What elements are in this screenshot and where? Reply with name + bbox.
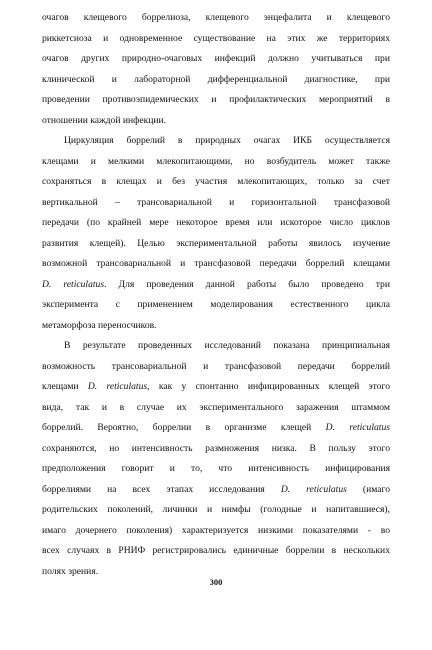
text-line: полях зрения. <box>42 565 99 577</box>
text-line: эксперимента с применением моделирования естественного цикла <box>42 299 390 310</box>
page-number: 300 <box>209 577 223 587</box>
text-line: клещами и мелкими млекопитающими, но возбудитель может также <box>42 155 390 167</box>
text-line: очагов клещевого боррелиоза, клещевого энцефалита и клещевого <box>42 12 390 23</box>
species-name: D. reticulatus <box>87 381 148 392</box>
text-line: всех случаях в РНИФ регистрировались единичные боррелии в нескольких <box>42 545 390 556</box>
paragraph-1 <box>42 8 390 131</box>
text-line: клинической и лабораторной дифференциальной диагностике, при <box>42 73 390 85</box>
text-line: имаго дочернего поколения) характеризуется низкими показателями - во <box>42 524 390 536</box>
text-line: сохраняться в клещах и без участия млекопитающих, только за счет <box>42 176 390 187</box>
text-line: возможность трансовариальной и трансфазовой передачи боррелий <box>42 360 390 372</box>
text-line: боррелий. Вероятно, боррелии в организме клещей D. reticulatus <box>42 422 390 433</box>
text-line: В результате проведенных исследований показана принципиальная <box>64 340 390 351</box>
text-line: развития клещей). Целью экспериментальной работы явилось изучение <box>42 237 390 249</box>
text-line: D. reticulatus. Для проведения данной работы было проведено три <box>42 278 390 290</box>
text-line: Циркуляция боррелий в природных очагах ИКБ осуществляется <box>64 135 390 146</box>
text-line: метаморфоза переносчиков. <box>42 319 157 331</box>
body-text <box>42 8 390 582</box>
text-line: отношении каждой инфекции. <box>42 114 167 126</box>
text-line: возможной трансовариальной и трансфазовой передачи боррелий клещами <box>42 258 390 269</box>
paragraph-2 <box>42 131 390 336</box>
species-name: D. reticulatus <box>280 483 347 495</box>
text-line: предположения говорит и то, что интенсивность инфицирования <box>42 463 390 474</box>
text-line: проведении противоэпидемических и профилактических мероприятий в <box>42 94 390 105</box>
paragraph-3 <box>42 336 390 582</box>
species-name: D. reticulatus <box>42 278 105 290</box>
text-line: вертикальной – трансовариальной и горизонтальной трансфазовой <box>42 196 390 208</box>
species-name: D. reticulatus <box>325 422 390 433</box>
text-line: передачи (по крайней мере некоторое время или искоторое число циклов <box>42 217 390 228</box>
text-line: очагов других природно-очаговых инфекций должно учитываться при <box>42 53 390 64</box>
text-line: вида, так и в случае их экспериментального заражения штаммом <box>42 401 390 413</box>
text-line: сохраняются, но интенсивность размножения низка. В пользу этого <box>42 442 390 454</box>
text-line: боррелиями на всех этапах исследования D. reticulatus (имаго <box>42 483 390 495</box>
text-line: риккетсиоза и одновременное существование на этих же территориях <box>42 32 390 44</box>
text-line: клещами D. reticulatus, как у спонтанно инфицированных клещей этого <box>42 381 390 392</box>
text-line: родительских поколений, личинки и нимфы (голодные и напитавшиеся), <box>42 504 390 515</box>
